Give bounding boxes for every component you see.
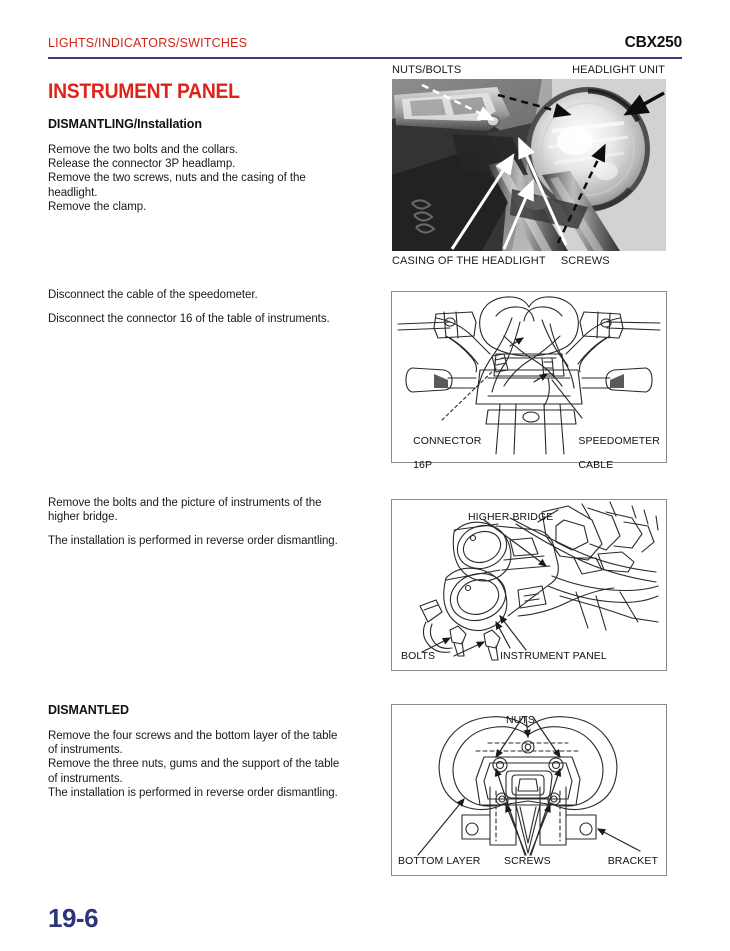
instruction-paragraph: Disconnect the connector 16 of the table of instruments. — [48, 313, 330, 326]
paragraph-spacer — [48, 302, 380, 312]
instruction-line: Remove the clamp. — [48, 200, 147, 213]
instruction-line: headlight. — [48, 186, 98, 199]
header-divider-rule — [48, 57, 682, 59]
header-section-title: LIGHTS/INDICATORS/SWITCHES — [48, 36, 248, 50]
paragraph-spacer — [48, 524, 380, 534]
photo-top-labels — [391, 64, 667, 79]
label-higher-bridge: HIGHER BRIDGE — [468, 511, 554, 523]
label-headlight-unit: HEADLIGHT UNIT — [572, 64, 665, 76]
label-bolts: BOLTS — [401, 650, 436, 662]
step2-instructions — [48, 288, 380, 326]
instruction-paragraph: The installation is performed in reverse order dismantling. — [48, 535, 338, 548]
label-casing-of-headlight: CASING OF THE HEADLIGHT — [392, 255, 546, 267]
label-nuts: NUTS — [506, 714, 535, 726]
section-heading-dismantled: DISMANTLED — [48, 703, 129, 717]
headlight-photo-image — [392, 79, 666, 251]
figure-instrument-exploded — [391, 704, 667, 876]
header-model-name: CBX250 — [624, 34, 682, 51]
label-bracket: BRACKET — [607, 855, 658, 867]
page-title: INSTRUMENT PANEL — [48, 80, 240, 103]
dismantling-instructions — [48, 143, 380, 214]
figure-handlebar-top-view — [391, 291, 667, 471]
instruction-line: Remove the four screws and the bottom layer of the table — [48, 730, 338, 742]
label-connector-16p: CONNECTOR 16P — [413, 435, 482, 471]
figure-instrument-assembly — [391, 499, 667, 671]
instruction-line: higher bridge. — [48, 511, 118, 524]
instruction-line: Remove the two bolts and the collars. — [48, 144, 238, 156]
instruction-line: Release the connector 3P headlamp. — [48, 158, 236, 171]
label-screws: SCREWS — [504, 855, 551, 867]
label-bottom-layer: BOTTOM LAYER — [398, 855, 481, 867]
step3-instructions — [48, 496, 380, 549]
label-nuts-bolts: NUTS/BOLTS — [392, 64, 462, 76]
instruction-line: The installation is performed in reverse order dismantling. — [48, 786, 338, 799]
instruction-line: Remove the two screws, nuts and the casing of the — [48, 172, 306, 185]
instruction-paragraph: Disconnect the cable of the speedometer. — [48, 289, 258, 301]
label-speedometer-cable: SPEEDOMETER CABLE — [578, 435, 660, 471]
figure-headlight-photo — [391, 64, 667, 272]
instruction-line: of instruments. — [48, 744, 123, 757]
label-screws: SCREWS — [560, 255, 610, 267]
dismantled-instructions — [48, 729, 380, 800]
instruction-line: Remove the bolts and the picture of instruments of the — [48, 497, 322, 509]
label-instrument-panel: INSTRUMENT PANEL — [500, 650, 607, 662]
instruction-line: of instruments. — [48, 772, 123, 785]
photo-bottom-labels — [392, 255, 668, 267]
instruction-line: Remove the three nuts, gums and the support of the table — [48, 758, 340, 771]
section-heading-dismantling: DISMANTLING/Installation — [48, 117, 202, 131]
page-number: 19-6 — [48, 903, 99, 933]
